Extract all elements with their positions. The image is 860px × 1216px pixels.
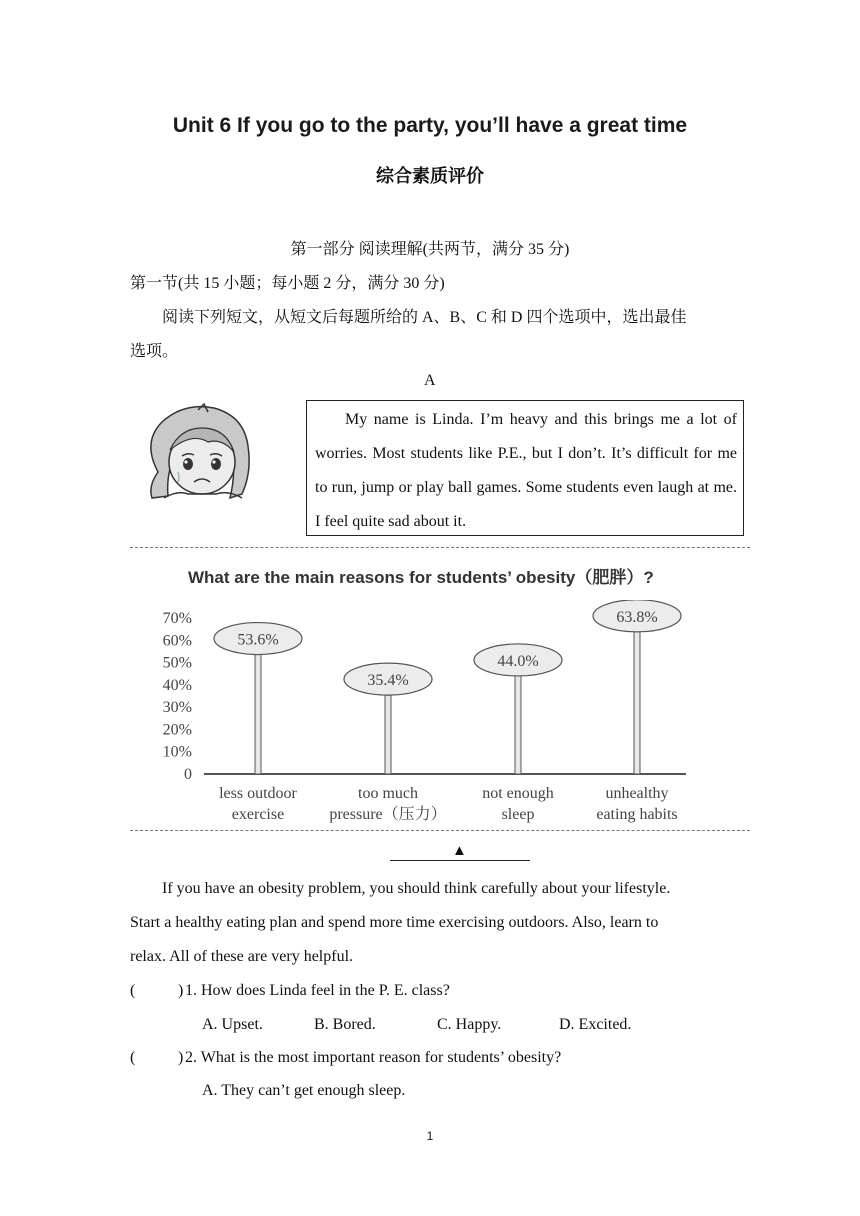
x-category-label: less outdoor [219,785,297,802]
page-subtitle: 综合素质评价 [376,166,484,187]
x-category-label: unhealthy [605,785,669,802]
x-category-label: eating habits [596,806,678,823]
x-category-label: exercise [231,806,285,823]
bar-value-label: 44.0% [497,652,539,670]
question-2-close-bracket: ) [178,1049,184,1066]
bar-pole [255,655,261,774]
x-category-label: too much [358,785,418,802]
bar-pole [634,632,640,774]
y-tick-label: 10% [162,743,192,761]
question-2-answer-slot[interactable] [150,1051,174,1069]
bar-value-label: 53.6% [237,631,279,649]
y-tick-label: 30% [162,699,192,717]
question-2-open-bracket: ( [130,1049,136,1066]
page-number: 1 [426,1129,434,1143]
section-heading: 第一节(共 15 小题；每小题 2 分，满分 30 分) [130,275,445,292]
x-category-label: sleep [501,806,535,823]
y-tick-label: 60% [162,632,192,650]
bar-value-label: 35.4% [367,672,409,690]
question-1-option-b[interactable]: B. Bored. [314,1016,376,1033]
bar-pole [385,695,391,774]
question-1-option-a[interactable]: A. Upset. [202,1016,263,1033]
sad-girl-illustration [138,402,262,504]
question-2-text: 2. What is the most important reason for students’ obesity? [185,1049,562,1066]
y-tick-label: 50% [162,654,192,672]
page-title: Unit 6 If you go to the party, you’ll have a great time [172,114,688,137]
question-1-close-bracket: ) [178,982,184,999]
followup-line-2: Start a healthy eating plan and spend more time exercising outdoors. Also, learn to [130,914,659,931]
instructions-line-1: 阅读下列短文，从短文后每题所给的 A、B、C 和 D 四个选项中，选出最佳 [162,309,687,326]
followup-line-1: If you have an obesity problem, you should think carefully about your lifestyle. [162,880,671,897]
x-category-label: not enough [482,785,554,802]
chart-bottom-divider [130,830,750,831]
triangle-icon: ▲ [452,843,467,859]
instructions-line-2: 选项。 [130,343,179,360]
bar-pole [515,676,521,774]
y-tick-label: 70% [162,610,192,627]
y-tick-label: 40% [162,676,192,694]
question-1-option-c[interactable]: C. Happy. [437,1016,502,1033]
question-1-option-d[interactable]: D. Excited. [559,1016,632,1033]
title-answer-blank[interactable] [390,860,530,861]
question-1-open-bracket: ( [130,982,136,999]
chart-top-divider [130,547,750,548]
question-1-text: 1. How does Linda feel in the P. E. class? [185,982,450,999]
y-tick-label: 0 [184,766,192,783]
bar-value-label: 63.8% [616,608,658,626]
x-category-label: pressure（压力） [329,806,447,823]
passage-label: A [424,372,436,389]
question-1-answer-slot[interactable] [150,984,174,1002]
part-heading: 第一部分 阅读理解(共两节，满分 35 分) [290,241,570,258]
passage-a-text [306,400,744,536]
question-2-option-a[interactable]: A. They can’t get enough sleep. [202,1082,406,1099]
y-tick-label: 20% [162,721,192,739]
followup-line-3: relax. All of these are very helpful. [130,948,354,965]
passage-body: My name is Linda. I’m heavy and this brings me a lot of worries. Most students like P.E., but I don’t. It’s difficult for me to run, jump or play ball games. Some students even laugh at me. I feel quite sad about it. [315,411,737,530]
chart-title: What are the main reasons for students’ obesity（肥胖）? [188,568,654,587]
obesity-reasons-chart [140,600,720,830]
